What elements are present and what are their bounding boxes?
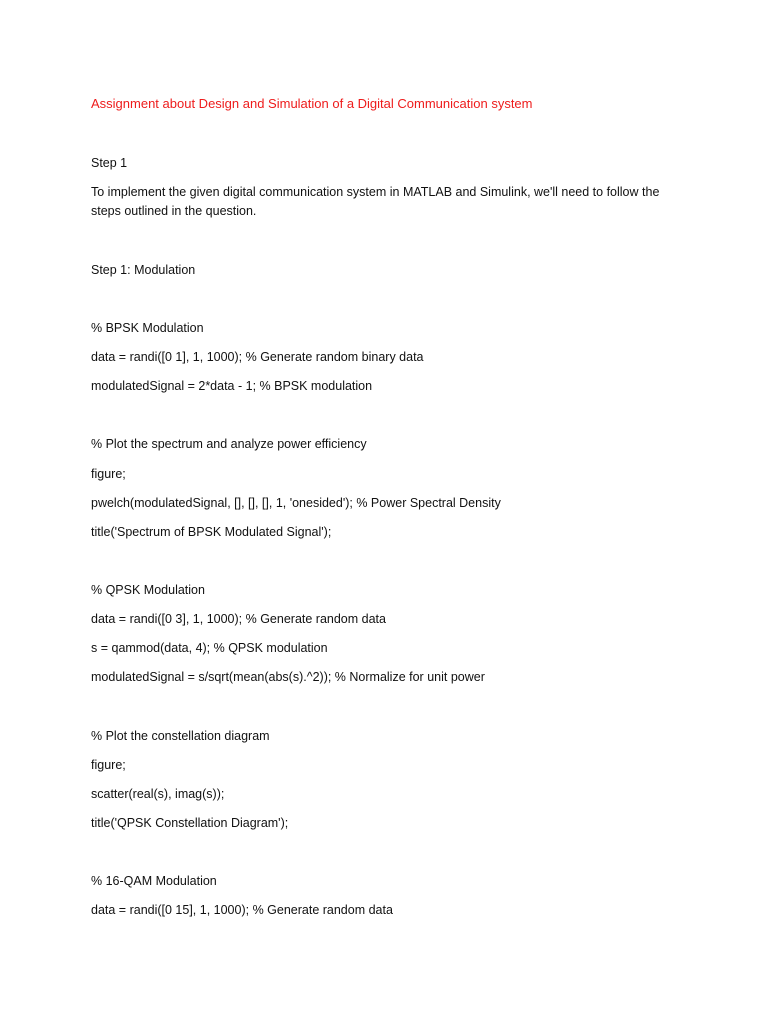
step-heading: Step 1 — [91, 156, 128, 170]
code-line: modulatedSignal = s/sqrt(mean(abs(s).^2)); % Normalize for unit power — [91, 670, 485, 684]
document-title: Assignment about Design and Simulation of a Digital Communication system — [91, 96, 533, 111]
intro-paragraph: To implement the given digital communication system in MATLAB and Simulink, we'll need to follow the steps outlined in the question. — [91, 185, 660, 218]
code-comment-constellation: % Plot the constellation diagram — [91, 729, 270, 743]
code-line: title('QPSK Constellation Diagram'); — [91, 816, 289, 830]
code-line: data = randi([0 15], 1, 1000); % Generate random data — [91, 903, 393, 917]
code-comment-16qam: % 16-QAM Modulation — [91, 874, 217, 888]
code-line: scatter(real(s), imag(s)); — [91, 787, 225, 801]
code-comment-spectrum: % Plot the spectrum and analyze power efficiency — [91, 437, 367, 451]
section-heading: Step 1: Modulation — [91, 263, 196, 277]
code-line: s = qammod(data, 4); % QPSK modulation — [91, 641, 328, 655]
code-line: pwelch(modulatedSignal, [], [], [], 1, 'onesided'); % Power Spectral Density — [91, 496, 501, 510]
code-line: title('Spectrum of BPSK Modulated Signal'); — [91, 525, 332, 539]
code-comment-bpsk: % BPSK Modulation — [91, 321, 204, 335]
code-line: data = randi([0 3], 1, 1000); % Generate random data — [91, 612, 386, 626]
code-comment-qpsk: % QPSK Modulation — [91, 583, 205, 597]
code-line: figure; — [91, 467, 126, 481]
code-line: data = randi([0 1], 1, 1000); % Generate random binary data — [91, 350, 424, 364]
code-line: figure; — [91, 758, 126, 772]
code-line: modulatedSignal = 2*data - 1; % BPSK modulation — [91, 379, 373, 393]
